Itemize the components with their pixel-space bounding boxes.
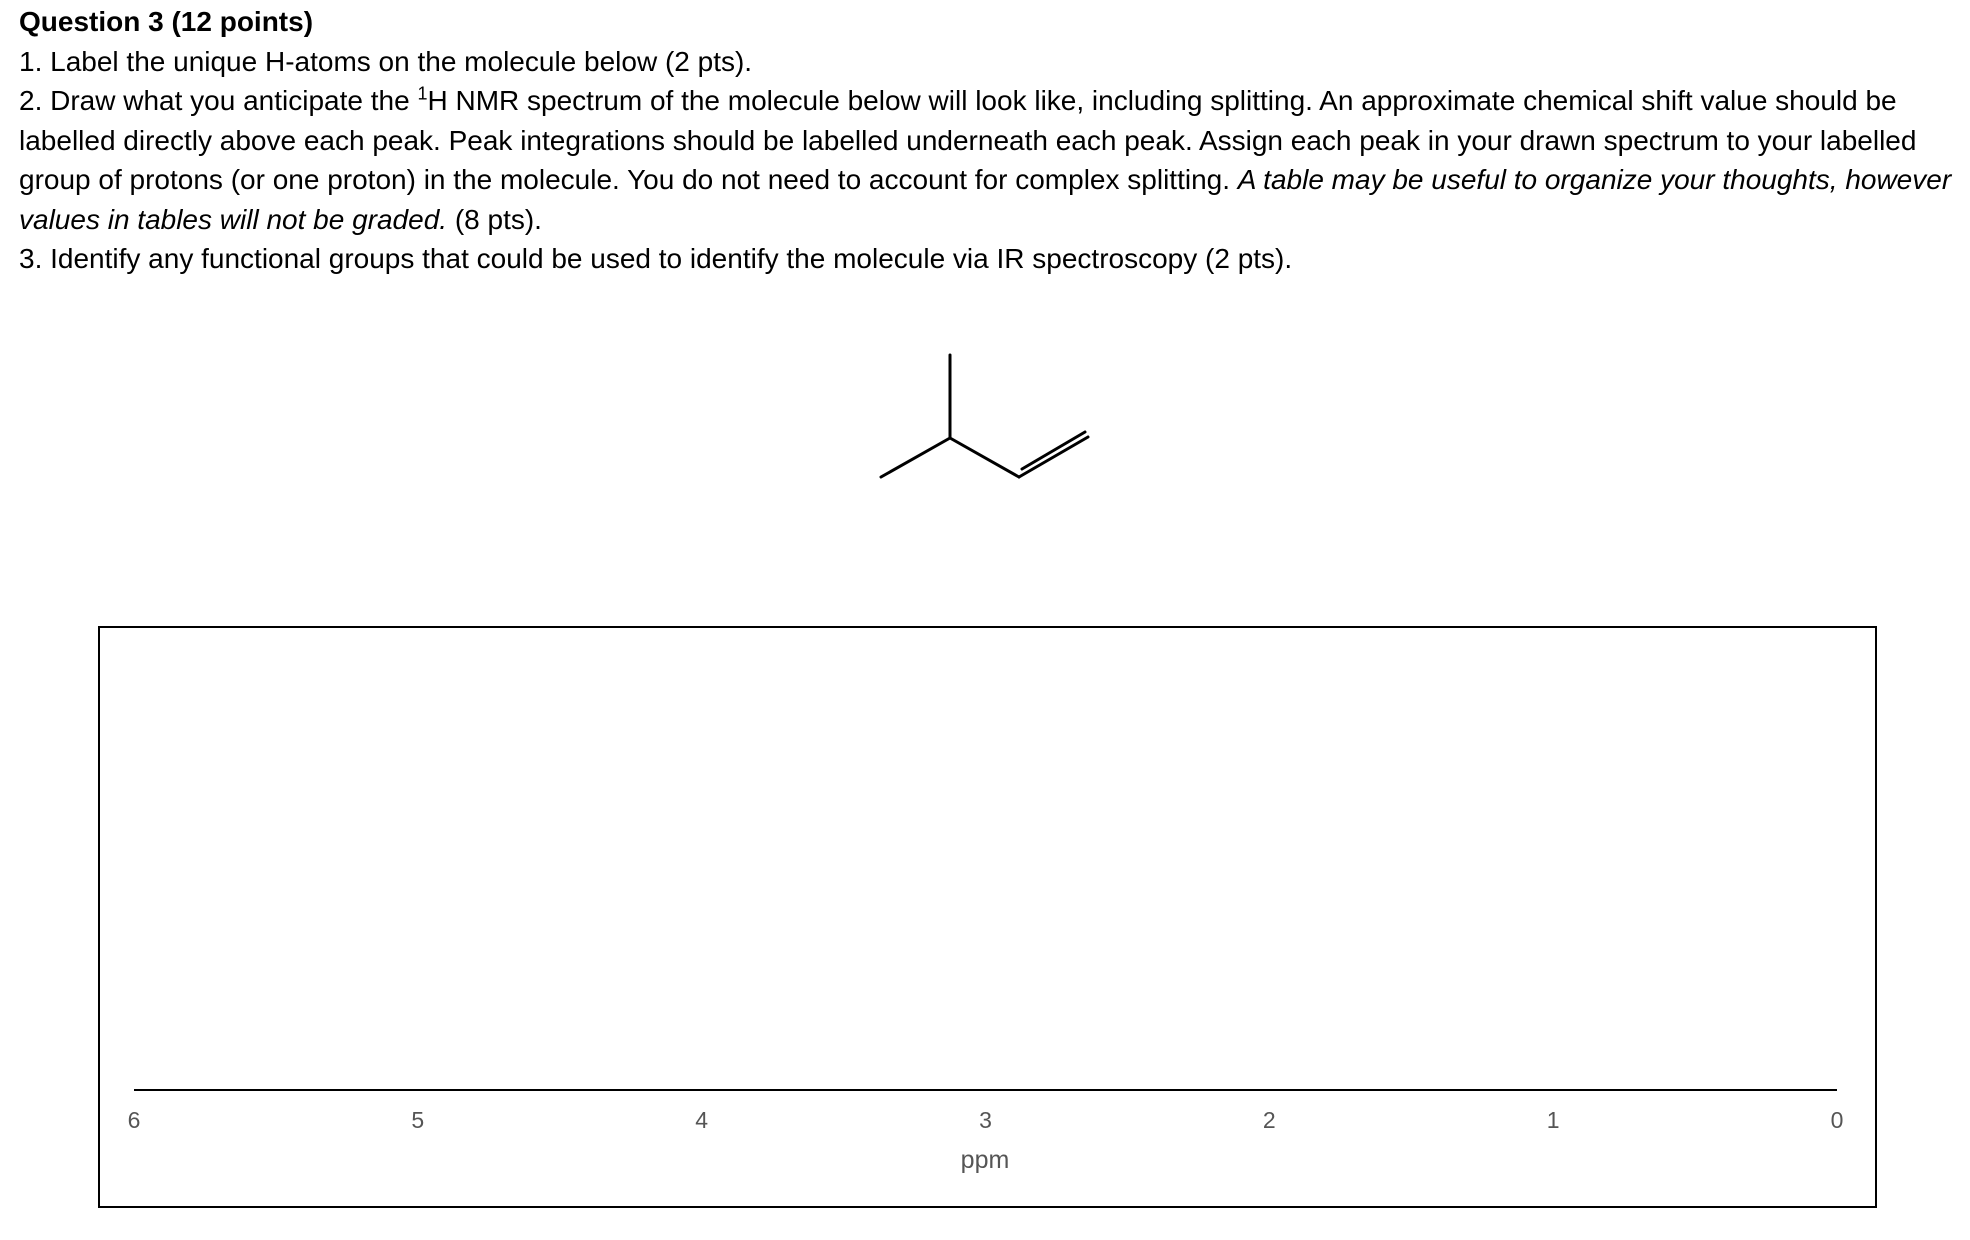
tick-labels [128, 1107, 1844, 1133]
part2-main: H NMR spectrum of the molecule below will look like, including splitting. An approximate chemical shift value should be labelled directly above each peak. Peak integrations should be labelled underneath each peak. Assign each peak in your drawn spectrum to your labelled group of protons (or one proton) in the molecule. You do not need to account for complex splitting. [19, 85, 1917, 195]
tick-label-1: 1 [1546, 1107, 1560, 1133]
part2-suffix: (8 pts). [447, 203, 542, 235]
tick-label-5: 5 [411, 1107, 425, 1133]
tick-label-2: 2 [1262, 1107, 1276, 1133]
tick-label-0: 0 [1830, 1107, 1844, 1133]
question-part-3: 3. Identify any functional groups that could be used to identify the molecule via IR spectroscopy (2 pts). [19, 243, 1293, 274]
axis-label-ppm: ppm [960, 1146, 1010, 1174]
tick-label-6: 6 [127, 1107, 141, 1133]
tick-label-3: 3 [979, 1107, 992, 1133]
question-part-1: 1. Label the unique H-atoms on the molecule below (2 pts). [19, 45, 753, 77]
tick-label-4: 4 [695, 1107, 709, 1133]
question-title: Question 3 (12 points) [19, 6, 314, 37]
part2-superscript: 1 [417, 83, 428, 104]
part2-prefix: 2. Draw what you anticipate the [19, 85, 418, 116]
part2-italic-note: A table may be useful to organize your thoughts, however values in tables will not be graded. [19, 164, 1952, 235]
